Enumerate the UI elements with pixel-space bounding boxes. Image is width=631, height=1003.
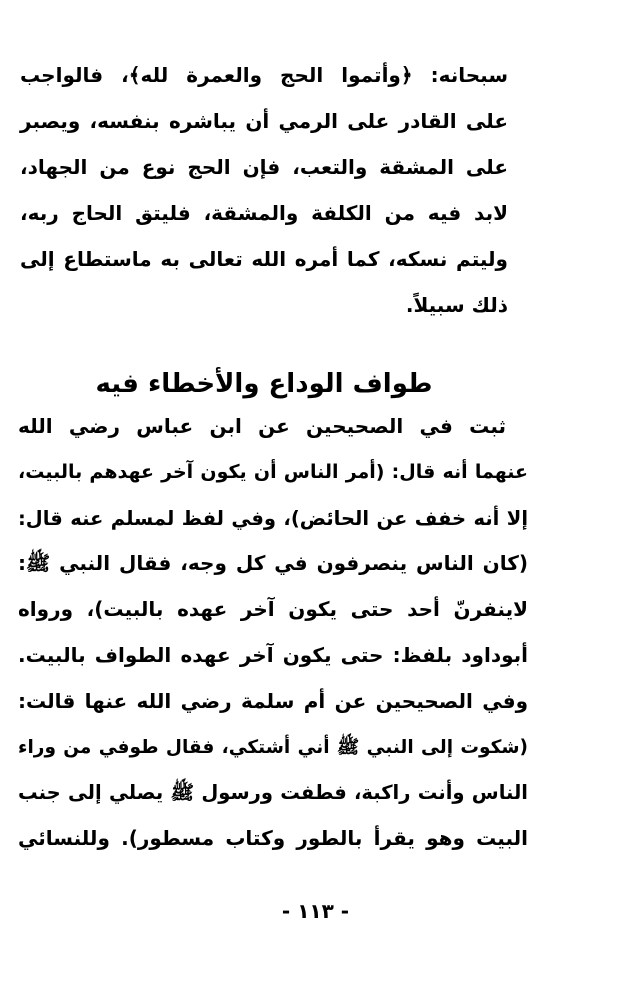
text-line: أبوداود بلفظ: حتى يكون آخر عهده الطواف بالبيت. — [18, 642, 528, 667]
text-line: ذلك سبيلاً. — [405, 293, 508, 317]
text-line: ثبت في الصحيحين عن ابن عباس رضي الله — [18, 414, 506, 438]
text-line: لاينفرنّ أحد حتى يكون آخر عهده بالبيت)، ورواه — [18, 597, 528, 622]
text-line: على المشقة والتعب، فإن الحج نوع من الجهاد، — [20, 155, 508, 179]
text-line: عنهما أنه قال: (أمر الناس أن يكون آخر عهدهم بالبيت، — [18, 460, 528, 483]
page-number: - ١١٣ - — [281, 899, 350, 923]
text-line: (كان الناس ينصرفون في كل وجه، فقال النبي ﷺ: — [18, 551, 528, 576]
text-line: (شكوت إلى النبي ﷺ أني أشتكي، فقال طوفي من وراء — [18, 736, 528, 758]
paragraph-continuation — [20, 52, 508, 328]
text-line: وفي الصحيحين عن أم سلمة رضي الله عنها قالت: — [18, 688, 528, 713]
text-line: لابد فيه من الكلفة والمشقة، فليتق الحاج ربه، — [20, 201, 508, 225]
text-line: على القادر على الرمي أن يباشره بنفسه، ويصبر — [20, 109, 508, 133]
text-line: إلا أنه خفف عن الحائض)، وفي لفظ لمسلم عنه قال: — [18, 506, 528, 530]
section-heading: طواف الوداع والأخطاء فيه — [95, 369, 433, 399]
text-line: وليتم نسكه، كما أمره الله تعالى به ماستطاع إلى — [20, 247, 508, 271]
text-line: البيت وهو يقرأ بالطور وكتاب مسطور). وللنسائي — [18, 826, 528, 851]
paragraph-farewell-tawaf — [18, 404, 528, 862]
text-line: الناس وأنت راكبة، فطفت ورسول ﷺ يصلي إلى جنب — [18, 781, 528, 805]
text-line: سبحانه: ﴿وأتموا الحج والعمرة لله﴾، فالواجب — [20, 63, 508, 87]
